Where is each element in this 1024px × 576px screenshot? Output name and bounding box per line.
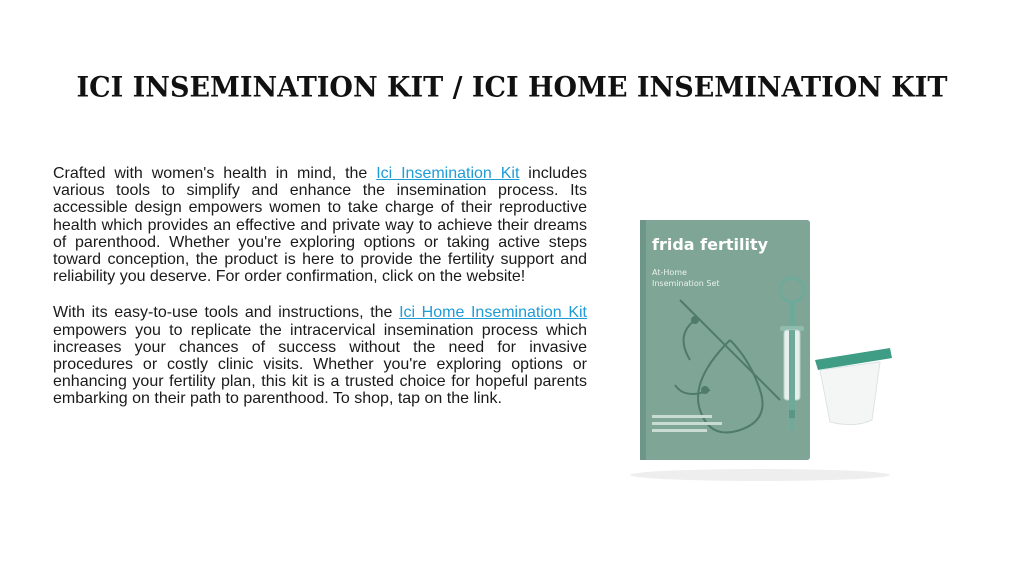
page-title: ICI INSEMINATION KIT / ICI HOME INSEMINATION KIT bbox=[76, 71, 948, 104]
kit-brand: frida fertility bbox=[652, 235, 769, 254]
ici-insemination-kit-link[interactable]: Ici Insemination Kit bbox=[376, 165, 520, 182]
paragraph-2-text-before: With its easy-to-use tools and instructions, the bbox=[53, 304, 400, 322]
ici-home-insemination-kit-link[interactable]: Ici Home Insemination Kit bbox=[399, 304, 588, 322]
body-text bbox=[53, 165, 587, 427]
product-image bbox=[610, 190, 910, 490]
paragraph-1-text-after: includes various tools to simplify and enhance the insemination process. Its accessible design empowers women to take charge of their reproductive health which provides an effective and private way to achieve their dreams of parenthood. Whether you're exploring options or taking active steps toward conception, the product is here to provide the fertility support and reliability you deserve. For order confirmation, click on the website! bbox=[53, 165, 588, 286]
kit-name-line1: At-Home bbox=[652, 268, 687, 277]
kit-name-line2: Insemination Set bbox=[652, 279, 720, 288]
paragraph-1-text-before: Crafted with women's health in mind, the bbox=[53, 165, 377, 182]
paragraph-1 bbox=[53, 165, 587, 285]
paragraph-2-text-after: empowers you to replicate the intracervical insemination process which increases your chances of success without the need for invasive procedures or costly clinic visits. Whether you're exploring options or enhancing your fertility plan, this kit is a trusted choice for hopeful parents embarking on their path to parenthood. To shop, tap on the link. bbox=[53, 321, 587, 408]
paragraph-2 bbox=[53, 304, 587, 407]
collection-cup bbox=[815, 348, 892, 425]
